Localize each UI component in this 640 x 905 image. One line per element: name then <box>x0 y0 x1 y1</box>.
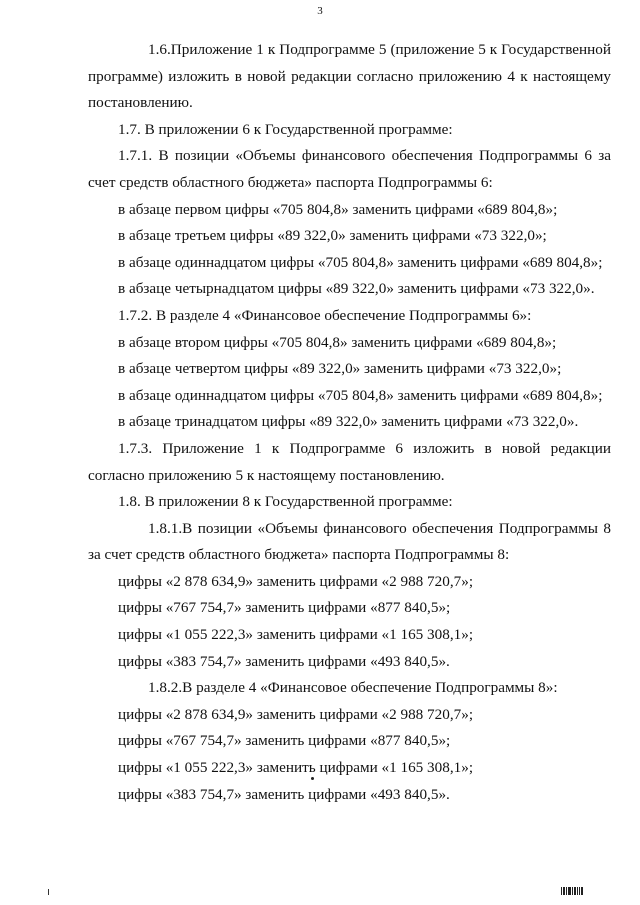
amendment-line: цифры «1 055 222,3» заменить цифрами «1 165 308,1»; <box>118 626 474 644</box>
amendment-line: цифры «383 754,7» заменить цифрами «493 840,5». <box>118 652 450 670</box>
barcode-mark <box>561 887 583 895</box>
amendment-line: в абзаце четырнадцатом цифры «89 322,0» заменить цифрами «73 322,0». <box>118 280 595 298</box>
ink-dot <box>311 777 314 780</box>
amendment-line: в абзаце одиннадцатом цифры «705 804,8» заменить цифрами «689 804,8»; <box>118 253 603 271</box>
paragraph-1-8-2 <box>88 675 611 702</box>
paragraph-text: Приложение 1 к Подпрограмме 5 (приложение 5 к Государственной программе) изложить в новой редакции согласно приложению 4 к настоящему постановлению. <box>88 41 611 112</box>
item-number: 1.8.1. <box>148 519 183 537</box>
item-number: 1.6. <box>148 41 171 58</box>
amendment-line: в абзаце четвертом цифры «89 322,0» заменить цифрами «73 322,0»; <box>118 360 562 378</box>
amendment-line: цифры «383 754,7» заменить цифрами «493 840,5». <box>118 785 450 803</box>
amendment-line: цифры «767 754,7» заменить цифрами «877 840,5»; <box>118 599 451 617</box>
amendment-line: в абзаце втором цифры «705 804,8» заменить цифрами «689 804,8»; <box>118 333 557 351</box>
amendment-line: цифры «2 878 634,9» заменить цифрами «2 988 720,7»; <box>118 705 474 723</box>
paragraph-text: В разделе 4 «Финансовое обеспечение Подпрограммы 8»: <box>182 679 558 697</box>
paragraph-text: В позиции «Объемы финансового обеспечения Подпрограммы 8 за счет средств областного бюджета» паспорта Подпрограммы 8: <box>88 519 611 564</box>
amendment-line: в абзаце тринадцатом цифры «89 322,0» заменить цифрами «73 322,0». <box>118 413 579 431</box>
page-number: 3 <box>317 5 323 17</box>
amendment-line: в абзаце третьем цифры «89 322,0» заменить цифрами «73 322,0»; <box>118 227 547 245</box>
amendment-line: цифры «767 754,7» заменить цифрами «877 840,5»; <box>118 732 451 750</box>
amendment-line: цифры «1 055 222,3» заменить цифрами «1 165 308,1»; <box>118 759 474 777</box>
paragraph-1-8-1 <box>88 516 611 569</box>
document-body <box>88 37 611 808</box>
paragraph-1-8: 1.8. В приложении 8 к Государственной программе: <box>118 493 453 511</box>
item-number: 1.8.2. <box>148 679 183 697</box>
margin-mark <box>48 889 49 895</box>
amendment-line: в абзаце одиннадцатом цифры «705 804,8» заменить цифрами «689 804,8»; <box>118 386 603 404</box>
paragraph-1-6 <box>88 37 611 117</box>
amendment-line: в абзаце первом цифры «705 804,8» заменить цифрами «689 804,8»; <box>118 200 558 218</box>
paragraph-1-7: 1.7. В приложении 6 к Государственной программе: <box>118 120 453 138</box>
amendment-line: цифры «2 878 634,9» заменить цифрами «2 988 720,7»; <box>118 572 474 590</box>
paragraph-1-7-1: 1.7.1. В позиции «Объемы финансового обеспечения Подпрограммы 6 за счет средств областного бюджета» паспорта Подпрограммы 6: <box>88 147 611 191</box>
paragraph-1-7-3: 1.7.3. Приложение 1 к Подпрограмме 6 изложить в новой редакции согласно приложению 5 к настоящему постановлению. <box>88 439 611 484</box>
paragraph-1-7-2: 1.7.2. В разделе 4 «Финансовое обеспечение Подпрограммы 6»: <box>118 306 532 324</box>
